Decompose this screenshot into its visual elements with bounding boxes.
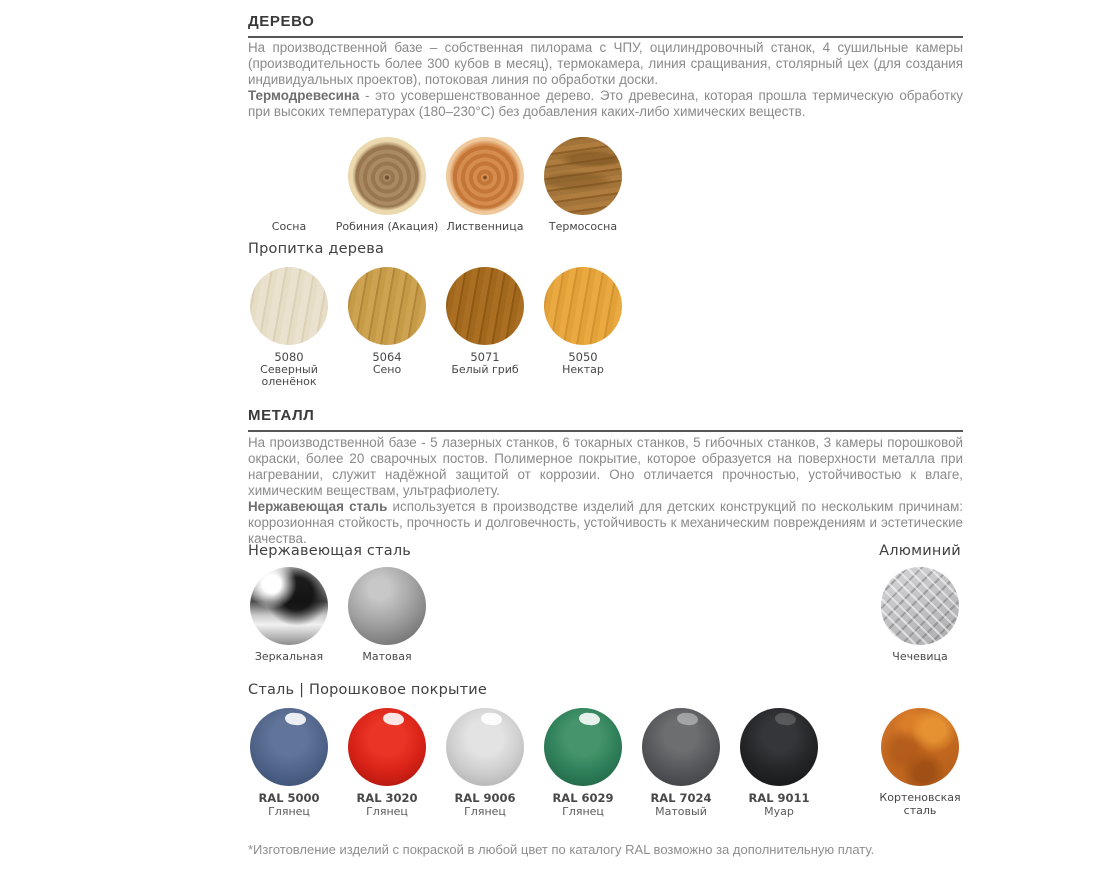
swatch-5064 xyxy=(346,267,428,389)
wood-thermo-paragraph xyxy=(248,88,963,120)
swatch-label: 5071 Белый гриб xyxy=(451,350,519,376)
swatch-ral-9011 xyxy=(738,708,820,818)
swatch-label: Чечевица xyxy=(892,650,948,663)
ral-finish: Матовый xyxy=(655,805,707,818)
swatch-thermopine xyxy=(542,137,624,234)
swatch-ral-5000 xyxy=(248,708,330,818)
impregnation-swatch-5071 xyxy=(446,267,524,345)
swatch-label: Робиния (Акация) xyxy=(335,220,439,233)
swatch-label: Кортеновская сталь xyxy=(879,791,961,817)
wood-species-row xyxy=(248,137,963,234)
corten-steel-swatch xyxy=(881,708,959,786)
stainless-steel-text: используется в производстве изделий для детских конструкций по нескольким причинам: коррозионная стойкость, прочность и долговечность, устойчивость к механическим повреждениям и эстетические качества. xyxy=(248,499,963,546)
thermo-wood-text: - это усовершенствованное дерево. Это древесина, которая прошла термическую обработку при высоких температурах (180–230°C) без добавления каких-либо химических веществ. xyxy=(248,88,963,119)
ral-6029-sphere xyxy=(544,708,622,786)
metal-paragraph: На производственной базе - 5 лазерных станков, 6 токарных станков, 5 гибочных станков, 3 камеры порошковой окраски, более 20 сварочных постов. Полимерное покрытие, которое образуется на поверхности металла при нагревании, служит надёжной защитой от коррозии. Оно отличается прочностью, устойчивостью к влаге, химическим веществам, ультрафиолету. xyxy=(248,435,963,498)
swatch-corten xyxy=(877,708,963,817)
diamond-plate-swatch xyxy=(881,567,959,645)
ral-code: RAL 7024 xyxy=(650,791,712,805)
powder-coating-block xyxy=(248,682,963,818)
larch-swatch-image xyxy=(446,137,524,215)
impregnation-title: Пропитка дерева xyxy=(248,241,385,257)
ral-5000-sphere xyxy=(250,708,328,786)
swatch-ral-9006 xyxy=(444,708,526,818)
swatch-ral-7024 xyxy=(640,708,722,818)
swatch-5050 xyxy=(542,267,624,389)
ral-code: RAL 9011 xyxy=(748,791,810,805)
swatch-robinia xyxy=(335,137,439,234)
ral-9011-sphere xyxy=(740,708,818,786)
ral-finish: Глянец xyxy=(268,805,310,818)
ral-code: RAL 3020 xyxy=(356,791,418,805)
ral-finish: Глянец xyxy=(562,805,604,818)
ral-finish: Муар xyxy=(764,805,794,818)
ral-finish: Глянец xyxy=(366,805,408,818)
ral-finish: Глянец xyxy=(464,805,506,818)
stainless-steel-term: Нержавеющая сталь xyxy=(248,499,388,514)
stainless-aluminum-block xyxy=(248,543,963,664)
ral-code: RAL 6029 xyxy=(552,791,614,805)
mirror-steel-sphere xyxy=(250,567,328,645)
ral-7024-sphere xyxy=(642,708,720,786)
powder-title: Сталь | Порошковое покрытие xyxy=(248,682,488,698)
powder-group xyxy=(248,682,820,818)
stainless-title: Нержавеющая сталь xyxy=(248,543,412,559)
swatch-larch xyxy=(444,137,526,234)
aluminum-title: Алюминий xyxy=(879,543,961,559)
swatch-5080 xyxy=(248,267,330,389)
thermopine-swatch-image xyxy=(544,137,622,215)
swatch-label: Зеркальная xyxy=(254,650,324,663)
ral-code: RAL 5000 xyxy=(258,791,320,805)
swatch-5071 xyxy=(444,267,526,389)
swatch-ral-6029 xyxy=(542,708,624,818)
swatch-matte-steel xyxy=(346,567,428,664)
matte-steel-sphere xyxy=(348,567,426,645)
swatch-label: Сосна xyxy=(271,220,307,233)
robinia-swatch-image xyxy=(348,137,426,215)
stainless-group xyxy=(248,543,428,664)
swatch-label: 5080 Северный оленёнок xyxy=(260,350,318,388)
swatch-aluminum xyxy=(877,567,963,664)
swatch-label: 5050 Нектар xyxy=(562,350,604,376)
metal-description xyxy=(248,435,963,547)
wood-impregnation-block xyxy=(248,241,963,389)
wood-section-title: ДЕРЕВО xyxy=(248,13,963,38)
impregnation-swatch-5050 xyxy=(544,267,622,345)
corten-group xyxy=(877,682,963,817)
wood-description xyxy=(248,40,963,120)
aluminum-group xyxy=(877,543,963,664)
ral-code: RAL 9006 xyxy=(454,791,516,805)
wood-paragraph: На производственной базе – собственная пилорама с ЧПУ, оцилиндровочный станок, 4 сушильные камеры (производительность более 300 кубов в месяц), термокамера, линия сращивания, столярный цех (для создания индивидуальных проектов), потоковая линия по обработки доски. xyxy=(248,40,963,87)
swatch-ral-3020 xyxy=(346,708,428,818)
ral-3020-sphere xyxy=(348,708,426,786)
swatch-pine xyxy=(248,137,330,234)
ral-footnote: *Изготовление изделий с покраской в любой цвет по каталогу RAL возможно за дополнительную плату. xyxy=(248,842,875,857)
swatch-label: Матовая xyxy=(362,650,412,663)
thermo-wood-term: Термодревесина xyxy=(248,88,360,103)
impregnation-swatch-5080 xyxy=(250,267,328,345)
swatch-mirror-steel xyxy=(248,567,330,664)
ral-9006-sphere xyxy=(446,708,524,786)
swatch-label: Лиственница xyxy=(446,220,524,233)
metal-section-title: МЕТАЛЛ xyxy=(248,407,963,432)
impregnation-swatch-5064 xyxy=(348,267,426,345)
stainless-paragraph xyxy=(248,499,963,547)
swatch-label: 5064 Сено xyxy=(372,350,402,376)
swatch-label: Термососна xyxy=(548,220,618,233)
content-column xyxy=(248,0,963,880)
pine-swatch-image xyxy=(250,137,328,215)
